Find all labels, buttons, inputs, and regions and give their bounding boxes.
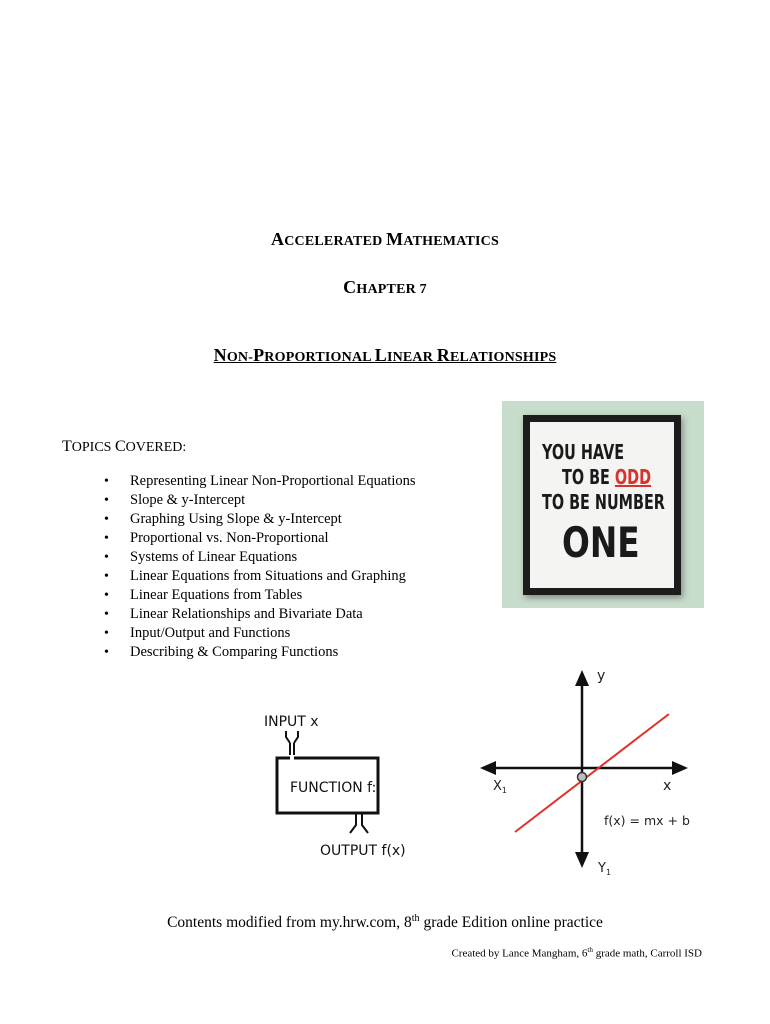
output-funnel-icon [350,813,368,833]
equation-label: f(x) = mx + b [604,813,690,828]
topic-item: • Graphing Using Slope & y-Intercept [94,510,416,529]
x-axis-arrow-right-icon [672,761,688,775]
function-output-label: OUTPUT f(x) [320,843,406,859]
poster-line-3: TO BE NUMBER [542,490,665,514]
chapter-subtitle: NON-PROPORTIONAL LINEAR RELATIONSHIPS [213,345,557,365]
poster-canvas [530,422,674,588]
x-axis-arrow-left-icon [480,761,496,775]
topic-item: • Systems of Linear Equations [94,548,416,567]
source-note: Contents modified from my.hrw.com, 8th grade Edition online practice [167,913,603,932]
topics-covered-label: TOPICS COVERED: [62,438,187,455]
topic-item: • Linear Equations from Situations and Graphing [94,567,416,586]
x-axis-label: x [663,778,672,794]
motivational-poster-image [502,401,704,608]
topic-item: • Input/Output and Functions [94,624,416,643]
chapter-heading: CHAPTER 7 [343,277,427,297]
topics-list [94,472,416,662]
topic-item: • Representing Linear Non-Proportional Equations [94,472,416,491]
function-input-label: INPUT x [264,714,319,730]
topic-item: • Proportional vs. Non-Proportional [94,529,416,548]
y-axis-arrow-down-icon [575,852,589,868]
topic-item: • Linear Equations from Tables [94,586,416,605]
author-credit: Created by Lance Mangham, 6th grade math, Carroll ISD [451,946,702,960]
function-box-label: FUNCTION f: [290,780,377,796]
linear-function-graph [480,664,705,884]
y1-label: $Y_1$ [598,861,612,877]
poster-odd-word: ODD [614,465,652,489]
poster-line-1: YOU HAVE [542,440,625,464]
topic-item: • Describing & Comparing Functions [94,643,416,662]
poster-frame [523,415,681,595]
poster-line-2: TO BE ODD [562,465,652,489]
input-funnel-icon [286,731,298,755]
poster-line-4: ONE [562,518,640,567]
topic-item: • Slope & y-Intercept [94,491,416,510]
document-title: ACCELERATED MATHEMATICS [271,229,499,249]
y-axis-label: y [597,668,606,684]
intercept-point [578,773,587,782]
x1-label: $X_1$ [493,779,507,795]
topic-item: • Linear Relationships and Bivariate Data [94,605,416,624]
function-machine-diagram [250,705,450,865]
y-axis-arrow-up-icon [575,670,589,686]
